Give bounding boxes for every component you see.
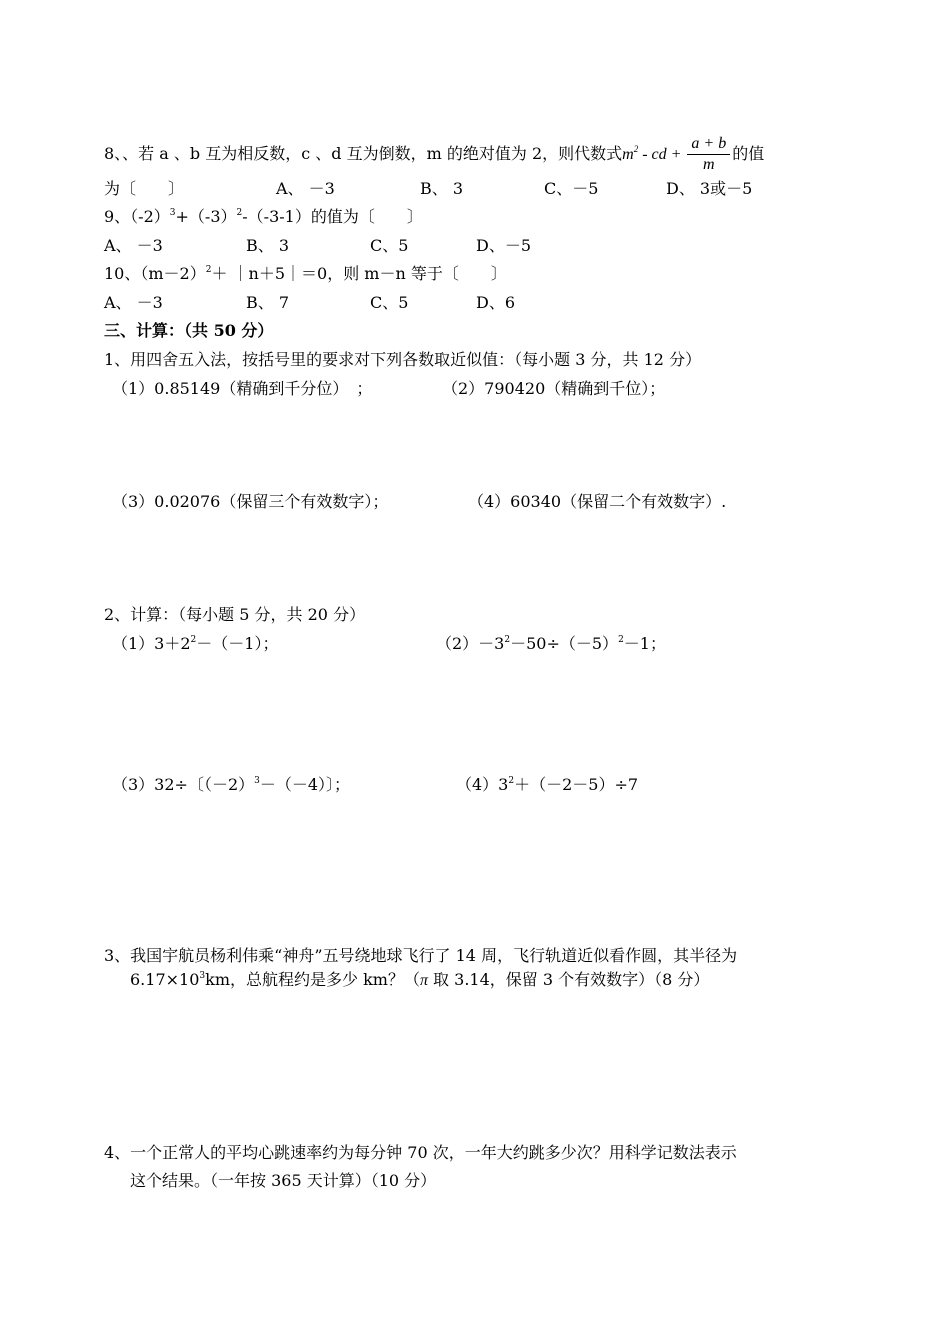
q10-option-c: C、5 xyxy=(370,293,409,312)
q10-question: 10、$(m-2)^2+$ ｜n＋5｜＝0，则 m－n 等于〔 〕 xyxy=(104,264,507,283)
q8-option-b: B、 3 xyxy=(420,179,464,198)
calc1-item-2: （2）790420（精确到千位）； xyxy=(442,379,666,398)
calc3-line1: 3、我国宇航员杨利伟乘“神舟”五号绕地球飞行了 14 周，飞行轨道近似看作圆，其半径为 xyxy=(104,946,738,965)
calc1-title: 1、用四舍五入法，按括号里的要求对下列各数取近似值：（每小题 3 分，共 12 分） xyxy=(104,350,702,369)
q8-option-c: C、－5 xyxy=(544,179,599,198)
calc2-item-1: $(1)3+2^2-(-1)$； xyxy=(112,634,279,653)
q10-option-b: B、 7 xyxy=(246,293,290,312)
q8-option-a: A、 －3 xyxy=(276,179,335,198)
calc2-item-2: $(2)-3^2-50\div(-5)^2-1$； xyxy=(436,634,666,653)
calc2-title: 2、计算：（每小题 5 分，共 20 分） xyxy=(104,605,366,624)
q9-option-b: B、 3 xyxy=(246,236,290,255)
q8-line2 xyxy=(104,179,184,199)
q10-option-d: D、6 xyxy=(476,293,516,312)
calc2-item-3: （3）32÷〔$(-2)^3-(-4)$〕； xyxy=(112,775,351,794)
section-heading: 三、计算：（共 50 分） xyxy=(104,321,274,340)
q8-option-d: D、 3或－5 xyxy=(666,179,753,198)
q8-fraction-numerator: a + b xyxy=(687,135,730,155)
q8-line1 xyxy=(104,135,764,174)
q8-text: 8、、若 a 、b 互为相反数，c 、d 互为倒数，m 的绝对值为 2，则代数式 xyxy=(104,144,623,163)
q8-answer-bracket: 为〔 〕 xyxy=(104,179,185,198)
q8-text-end: 的值 xyxy=(732,144,765,163)
calc1-item-3: （3）0.02076（保留三个有效数字）； xyxy=(112,492,389,511)
calc1-item-1: （1）0.85149（精确到千分位） ； xyxy=(112,379,373,398)
q8-fraction-denominator: m xyxy=(703,156,715,173)
q9-question: 9、$(-2)^3+(-3)^2-(-3-1)$的值为〔 〕 xyxy=(104,207,423,226)
calc3-line2: $6.17\times 10^3km$，总航程约是多少 km？（π 取 3.14，保留 3 个有效数字）（8 分） xyxy=(130,970,710,989)
q8-expression: $m^2$ - cd + xyxy=(622,144,686,163)
pi-symbol: π xyxy=(419,972,428,989)
calc4-line1: 4、一个正常人的平均心跳速率约为每分钟 70 次，一年大约跳多少次？用科学记数法表示 xyxy=(104,1143,737,1162)
calc2-item-4: $(4)3^2+(-2-5)\div 7$ xyxy=(456,775,639,794)
calc4-line2: 这个结果。（一年按 365 天计算）（10 分） xyxy=(130,1171,437,1190)
q9-option-c: C、5 xyxy=(370,236,409,255)
q9-option-a: A、 －3 xyxy=(104,236,163,255)
q10-option-a: A、 －3 xyxy=(104,293,163,312)
q9-option-d: D、－5 xyxy=(476,236,532,255)
q8-fraction xyxy=(687,135,730,174)
calc1-item-4: （4）60340（保留二个有效数字）. xyxy=(468,492,727,511)
